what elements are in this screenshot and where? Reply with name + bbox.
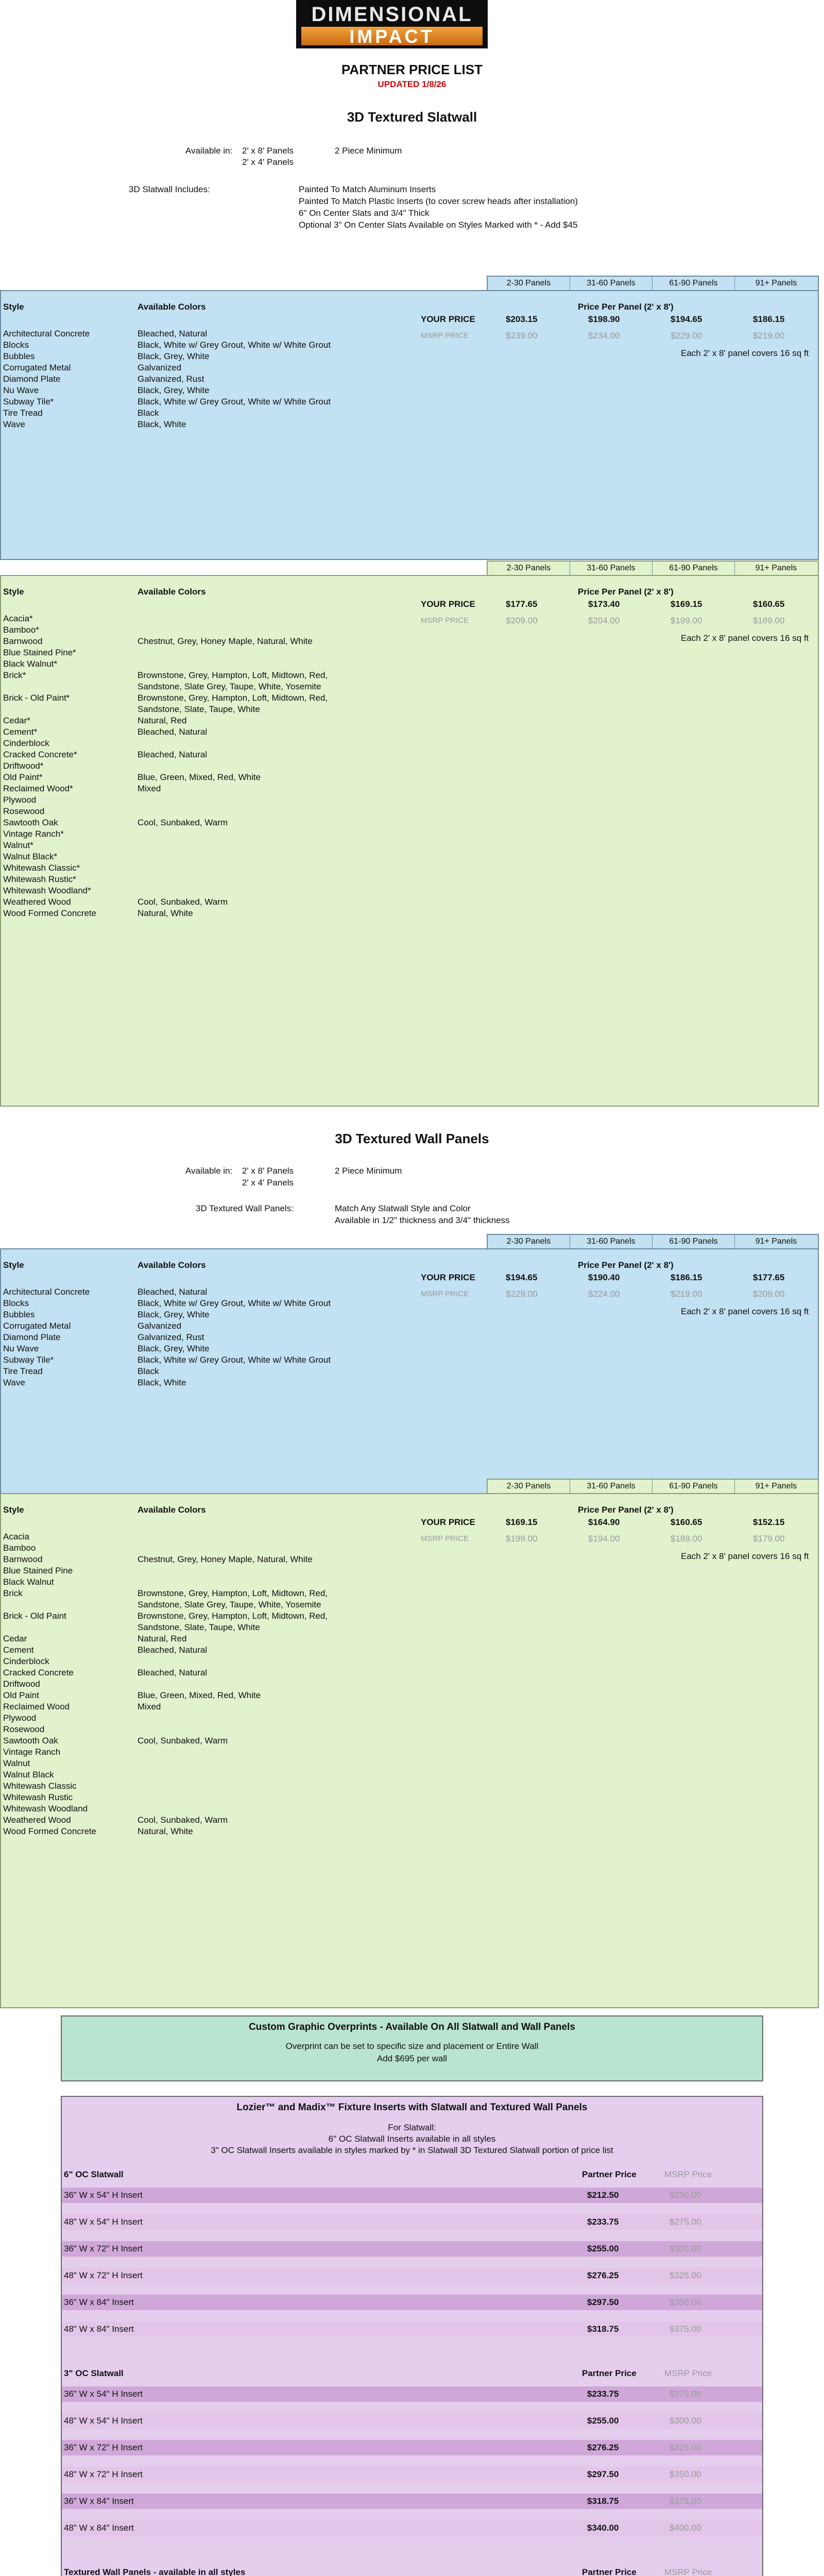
style-name: Reclaimed Wood <box>3 1702 70 1711</box>
updated-date: UPDATED 1/8/26 <box>377 79 447 89</box>
colors-header: Available Colors <box>138 1260 206 1270</box>
slatwall-minimum: 2 Piece Minimum <box>335 146 402 156</box>
tier-2: 31-60 Panels <box>570 562 653 575</box>
style-colors: Black <box>138 1366 159 1376</box>
inserts-box <box>61 2096 763 2576</box>
style-colors: Blue, Green, Mixed, Red, White <box>138 772 261 782</box>
style-header: Style <box>3 1260 24 1270</box>
style-colors: Blue, Green, Mixed, Red, White <box>138 1690 261 1700</box>
style-name: Whitewash Classic <box>3 1781 77 1791</box>
style-header: Style <box>3 302 24 312</box>
style-name: Whitewash Rustic <box>3 1792 73 1802</box>
style-name: Driftwood <box>3 1679 40 1689</box>
style-colors: Brownstone, Grey, Hampton, Loft, Midtown, Red, Sandstone, Slate, Taupe, White <box>138 693 328 714</box>
style-name: Whitewash Classic* <box>3 863 80 873</box>
tableD-panel <box>0 1493 819 2008</box>
slatwall-includes-label: 3D Slatwall Includes: <box>129 184 210 194</box>
style-name: Old Paint <box>3 1690 39 1700</box>
overprint-line-2: Add $695 per wall <box>376 2054 448 2063</box>
style-colors: Cool, Sunbaked, Warm <box>138 818 228 827</box>
style-colors: Mixed <box>138 784 161 793</box>
insert-size: 36" W x 72" H Insert <box>64 2443 143 2452</box>
style-name: Rosewood <box>3 806 45 816</box>
style-name: Subway Tile* <box>3 1355 54 1365</box>
style-colors: Galvanized <box>138 1321 182 1331</box>
tableA-panel <box>0 290 819 560</box>
style-name: Cracked Concrete* <box>3 750 77 759</box>
style-name: Bubbles <box>3 1310 35 1319</box>
insert-msrp-price: $275.00 <box>670 2217 701 2227</box>
style-name: Wave <box>3 419 25 429</box>
style-colors: Galvanized, Rust <box>138 1332 204 1342</box>
tier-1: 2-30 Panels <box>488 1480 570 1493</box>
inserts-line-3: 3" OC Slatwall Inserts available in styles marked by * in Slatwall 3D Textured Slatwall portion of price list <box>211 2145 613 2155</box>
your-price-2: $198.90 <box>588 314 620 324</box>
style-header: Style <box>3 1505 24 1515</box>
style-colors: Cool, Sunbaked, Warm <box>138 897 228 907</box>
tier-2: 31-60 Panels <box>570 1235 653 1248</box>
msrp-price-1: $209.00 <box>506 616 538 625</box>
style-name: Plywood <box>3 795 37 805</box>
tier-4: 91+ Panels <box>755 1237 797 1246</box>
style-colors: Black, Grey, White <box>138 1310 210 1319</box>
slatwall-include-2: Painted To Match Plastic Inserts (to cover screw heads after installation) <box>299 196 578 206</box>
inserts-title: Lozier™ and Madix™ Fixture Inserts with Slatwall and Textured Wall Panels <box>236 2102 588 2113</box>
insert-row <box>62 2467 762 2482</box>
insert-msrp-price: $325.00 <box>670 2443 701 2452</box>
style-colors: Bleached, Natural <box>138 329 208 338</box>
your-price-4: $152.15 <box>753 1517 785 1527</box>
msrp-price-label: MSRP PRICE <box>421 1534 469 1543</box>
your-price-3: $186.15 <box>671 1273 702 1282</box>
style-name: Bubbles <box>3 351 35 361</box>
insert-row <box>62 2295 762 2310</box>
insert-row <box>62 2520 762 2536</box>
colors-header: Available Colors <box>138 302 206 312</box>
style-colors: Bleached, Natural <box>138 727 208 737</box>
tier-2: 31-60 Panels <box>570 1480 653 1493</box>
style-colors: Brownstone, Grey, Hampton, Loft, Midtown, Red, Sandstone, Slate, Taupe, White <box>138 1611 328 1632</box>
msrp-price-4: $179.00 <box>753 1534 785 1544</box>
insert-group-header <box>62 2167 762 2182</box>
tableC-panel <box>0 1248 819 1518</box>
colors-header: Available Colors <box>138 587 206 597</box>
style-name: Cement* <box>3 727 38 737</box>
msrp-price-1: $229.00 <box>506 1289 538 1299</box>
tier-4: 91+ Panels <box>755 279 797 287</box>
coverage-note: Each 2' x 8' panel covers 16 sq ft <box>681 1551 809 1561</box>
style-name: Brick <box>3 1588 23 1598</box>
style-name: Blocks <box>3 1298 29 1308</box>
style-name: Sawtooth Oak <box>3 1736 58 1745</box>
insert-msrp-price: $250.00 <box>670 2190 701 2200</box>
your-price-4: $160.65 <box>753 599 785 609</box>
style-name: Whitewash Woodland <box>3 1804 88 1814</box>
style-name: Nu Wave <box>3 385 39 395</box>
price-per-panel-header: Price Per Panel (2' x 8') <box>578 1505 674 1515</box>
style-name: Whitewash Woodland* <box>3 886 91 895</box>
style-name: Plywood <box>3 1713 37 1723</box>
overprint-box <box>61 2015 763 2081</box>
msrp-price-4: $219.00 <box>753 331 785 341</box>
style-colors: Galvanized, Rust <box>138 374 204 384</box>
style-colors: Black <box>138 408 159 418</box>
msrp-price-label: MSRP PRICE <box>421 331 469 340</box>
insert-row <box>62 2188 762 2203</box>
insert-msrp-price: $350.00 <box>670 2297 701 2307</box>
logo-top-text: DIMENSIONAL <box>311 3 473 26</box>
insert-size: 48" W x 84" Insert <box>64 2324 134 2334</box>
tier-1: 2-30 Panels <box>488 1235 570 1248</box>
your-price-2: $164.90 <box>588 1517 620 1527</box>
style-name: Cinderblock <box>3 1656 49 1666</box>
your-price-1: $177.65 <box>506 599 538 609</box>
msrp-price-header: MSRP Price <box>664 2368 712 2378</box>
price-per-panel-header: Price Per Panel (2' x 8') <box>578 1260 674 1270</box>
insert-partner-price: $212.50 <box>587 2190 619 2200</box>
insert-group-name: Textured Wall Panels - available in all styles <box>64 2567 246 2576</box>
style-colors: Black, Grey, White <box>138 385 210 395</box>
msrp-price-2: $224.00 <box>588 1289 620 1299</box>
msrp-price-header: MSRP Price <box>664 2170 712 2179</box>
insert-size: 48" W x 54" H Insert <box>64 2416 143 2426</box>
style-name: Cement <box>3 1645 34 1655</box>
style-name: Walnut Black <box>3 1770 54 1780</box>
insert-size: 48" W x 72" H Insert <box>64 2469 143 2479</box>
insert-row <box>62 2494 762 2509</box>
wallpanels-title: 3D Textured Wall Panels <box>335 1131 489 1146</box>
tier-3: 61-90 Panels <box>653 1480 735 1493</box>
wallpanels-note-2: Available in 1/2" thickness and 3/4" thickness <box>335 1215 510 1225</box>
style-colors: Bleached, Natural <box>138 750 208 759</box>
style-name: Reclaimed Wood* <box>3 784 73 793</box>
your-price-1: $169.15 <box>506 1517 538 1527</box>
insert-row <box>62 2321 762 2337</box>
style-name: Rosewood <box>3 1724 45 1734</box>
insert-partner-price: $297.50 <box>587 2297 619 2307</box>
tier-1: 2-30 Panels <box>488 562 570 575</box>
your-price-3: $194.65 <box>671 314 702 324</box>
inserts-line-2: 6" OC Slatwall Inserts available in all styles <box>328 2134 496 2144</box>
style-name: Sawtooth Oak <box>3 818 58 827</box>
insert-size: 36" W x 84" Insert <box>64 2297 134 2307</box>
insert-row <box>62 2413 762 2429</box>
partner-price-header: Partner Price <box>582 2368 637 2378</box>
your-price-label: YOUR PRICE <box>421 314 475 324</box>
msrp-price-2: $204.00 <box>588 616 620 625</box>
style-colors: Natural, Red <box>138 1634 187 1643</box>
msrp-price-2: $234.00 <box>588 331 620 341</box>
price-per-panel-header: Price Per Panel (2' x 8') <box>578 302 674 312</box>
style-name: Cedar* <box>3 716 30 725</box>
msrp-price-3: $199.00 <box>671 616 702 625</box>
tier-header <box>487 1479 819 1493</box>
style-colors: Brownstone, Grey, Hampton, Loft, Midtown, Red, Sandstone, Slate Grey, Taupe, White, Yosemite <box>138 670 328 691</box>
style-colors: Brownstone, Grey, Hampton, Loft, Midtown, Red, Sandstone, Slate Grey, Taupe, White, Yosemite <box>138 1588 328 1609</box>
wallpanels-label: 3D Textured Wall Panels: <box>196 1204 294 1213</box>
your-price-2: $173.40 <box>588 599 620 609</box>
slatwall-include-1: Painted To Match Aluminum Inserts <box>299 184 436 194</box>
tier-4: 91+ Panels <box>755 564 797 572</box>
style-colors: Chestnut, Grey, Honey Maple, Natural, White <box>138 636 313 646</box>
wallpanels-note-1: Match Any Slatwall Style and Color <box>335 1204 471 1213</box>
style-name: Black Walnut <box>3 1577 54 1587</box>
style-name: Old Paint* <box>3 772 43 782</box>
partner-price-header: Partner Price <box>582 2567 637 2576</box>
insert-partner-price: $255.00 <box>587 2416 619 2426</box>
style-name: Brick* <box>3 670 26 680</box>
msrp-price-3: $189.00 <box>671 1534 702 1544</box>
wallpanels-available-label: Available in: <box>185 1166 233 1176</box>
page-title: PARTNER PRICE LIST <box>341 62 483 77</box>
company-logo <box>296 0 488 48</box>
msrp-price-2: $194.00 <box>588 1534 620 1544</box>
style-name: Diamond Plate <box>3 1332 61 1342</box>
msrp-price-label: MSRP PRICE <box>421 1290 469 1298</box>
msrp-price-4: $189.00 <box>753 616 785 625</box>
tier-3: 61-90 Panels <box>653 277 735 290</box>
style-header: Style <box>3 587 24 597</box>
your-price-label: YOUR PRICE <box>421 1273 475 1282</box>
insert-partner-price: $276.25 <box>587 2443 619 2452</box>
insert-partner-price: $340.00 <box>587 2523 619 2533</box>
style-name: Black Walnut* <box>3 659 58 669</box>
style-name: Wood Formed Concrete <box>3 908 97 918</box>
your-price-1: $194.65 <box>506 1273 538 1282</box>
insert-msrp-price: $300.00 <box>670 2416 701 2426</box>
style-colors: Bleached, Natural <box>138 1287 208 1297</box>
style-name: Wood Formed Concrete <box>3 1826 97 1836</box>
style-name: Barnwood <box>3 636 43 646</box>
style-name: Blocks <box>3 340 29 350</box>
msrp-price-label: MSRP PRICE <box>421 616 469 625</box>
style-name: Walnut Black* <box>3 852 58 861</box>
slatwall-available-label: Available in: <box>185 146 233 156</box>
your-price-4: $186.15 <box>753 314 785 324</box>
msrp-price-3: $229.00 <box>671 331 702 341</box>
style-colors: Natural, Red <box>138 716 187 725</box>
style-colors: Black, White w/ Grey Grout, White w/ White Grout <box>138 1355 331 1365</box>
insert-partner-price: $297.50 <box>587 2469 619 2479</box>
insert-msrp-price: $350.00 <box>670 2469 701 2479</box>
style-name: Subway Tile* <box>3 397 54 406</box>
style-name: Corrugated Metal <box>3 1321 71 1331</box>
insert-row <box>62 2241 762 2257</box>
msrp-price-header: MSRP Price <box>664 2567 712 2576</box>
msrp-price-3: $219.00 <box>671 1289 702 1299</box>
insert-row <box>62 2214 762 2230</box>
style-name: Weathered Wood <box>3 1815 71 1825</box>
insert-size: 36" W x 54" H Insert <box>64 2190 143 2200</box>
style-name: Corrugated Metal <box>3 363 71 372</box>
tier-header <box>487 561 819 575</box>
insert-row <box>62 2268 762 2283</box>
style-colors: Black, White w/ Grey Grout, White w/ White Grout <box>138 397 331 406</box>
overprint-line-1: Overprint can be set to specific size and placement or Entire Wall <box>285 2041 539 2051</box>
insert-group-name: 6" OC Slatwall <box>64 2170 124 2179</box>
insert-partner-price: $233.75 <box>587 2217 619 2227</box>
coverage-note: Each 2' x 8' panel covers 16 sq ft <box>681 633 809 643</box>
tier-4: 91+ Panels <box>755 1482 797 1490</box>
style-name: Brick - Old Paint <box>3 1611 66 1621</box>
style-colors: Galvanized <box>138 363 182 372</box>
your-price-3: $160.65 <box>671 1517 702 1527</box>
style-name: Bamboo <box>3 1543 36 1553</box>
your-price-2: $190.40 <box>588 1273 620 1282</box>
insert-size: 48" W x 84" Insert <box>64 2523 134 2533</box>
style-name: Tire Tread <box>3 1366 43 1376</box>
logo-bottom-text: IMPACT <box>349 26 435 47</box>
style-name: Tire Tread <box>3 408 43 418</box>
tier-3: 61-90 Panels <box>653 562 735 575</box>
style-colors: Bleached, Natural <box>138 1668 208 1677</box>
insert-partner-price: $318.75 <box>587 2324 619 2334</box>
your-price-label: YOUR PRICE <box>421 599 475 609</box>
style-name: Cinderblock <box>3 738 49 748</box>
style-colors: Cool, Sunbaked, Warm <box>138 1815 228 1825</box>
coverage-note: Each 2' x 8' panel covers 16 sq ft <box>681 1307 809 1316</box>
msrp-price-1: $199.00 <box>506 1534 538 1544</box>
style-colors: Black, White <box>138 419 186 429</box>
tier-header <box>487 1234 819 1248</box>
style-name: Cedar <box>3 1634 27 1643</box>
style-name: Blue Stained Pine* <box>3 648 76 657</box>
style-name: Acacia <box>3 1532 30 1541</box>
colors-header: Available Colors <box>138 1505 206 1515</box>
your-price-3: $169.15 <box>671 599 702 609</box>
insert-size: 48" W x 72" H Insert <box>64 2270 143 2280</box>
wallpanels-size-2: 2' x 4' Panels <box>242 1178 294 1188</box>
style-colors: Bleached, Natural <box>138 1645 208 1655</box>
style-name: Vintage Ranch* <box>3 829 64 839</box>
insert-row <box>62 2386 762 2402</box>
insert-group-name: 3" OC Slatwall <box>64 2368 124 2378</box>
style-colors: Mixed <box>138 1702 161 1711</box>
slatwall-title: 3D Textured Slatwall <box>347 109 477 125</box>
insert-partner-price: $276.25 <box>587 2270 619 2280</box>
tier-1: 2-30 Panels <box>488 277 570 290</box>
insert-group-header <box>62 2366 762 2381</box>
style-name: Walnut* <box>3 840 33 850</box>
insert-msrp-price: $300.00 <box>670 2244 701 2253</box>
your-price-4: $177.65 <box>753 1273 785 1282</box>
slatwall-include-3: 6" On Center Slats and 3/4" Thick <box>299 208 430 218</box>
inserts-line-1: For Slatwall: <box>388 2123 436 2132</box>
style-colors: Cool, Sunbaked, Warm <box>138 1736 228 1745</box>
tier-2: 31-60 Panels <box>570 277 653 290</box>
tableB-panel <box>0 575 819 1107</box>
style-colors: Black, White w/ Grey Grout, White w/ White Grout <box>138 340 331 350</box>
style-name: Nu Wave <box>3 1344 39 1353</box>
insert-msrp-price: $375.00 <box>670 2324 701 2334</box>
insert-msrp-price: $375.00 <box>670 2496 701 2506</box>
msrp-price-1: $239.00 <box>506 331 538 341</box>
insert-size: 36" W x 84" Insert <box>64 2496 134 2506</box>
insert-row <box>62 2440 762 2455</box>
insert-msrp-price: $325.00 <box>670 2270 701 2280</box>
slatwall-size-1: 2' x 8' Panels <box>242 146 294 156</box>
style-name: Barnwood <box>3 1554 43 1564</box>
style-colors: Natural, White <box>138 1826 193 1836</box>
style-name: Architectural Concrete <box>3 329 90 338</box>
insert-partner-price: $255.00 <box>587 2244 619 2253</box>
style-colors: Black, White <box>138 1378 186 1387</box>
style-name: Brick - Old Paint* <box>3 693 70 703</box>
coverage-note: Each 2' x 8' panel covers 16 sq ft <box>681 348 809 358</box>
style-colors: Black, Grey, White <box>138 1344 210 1353</box>
style-colors: Natural, White <box>138 908 193 918</box>
style-name: Cracked Concrete <box>3 1668 74 1677</box>
your-price-1: $203.15 <box>506 314 538 324</box>
msrp-price-4: $209.00 <box>753 1289 785 1299</box>
slatwall-size-2: 2' x 4' Panels <box>242 157 294 167</box>
style-name: Blue Stained Pine <box>3 1566 73 1575</box>
style-name: Driftwood* <box>3 761 44 771</box>
slatwall-include-4: Optional 3" On Center Slats Available on Styles Marked with * - Add $45 <box>299 220 578 230</box>
insert-size: 36" W x 54" H Insert <box>64 2389 143 2399</box>
tier-3: 61-90 Panels <box>653 1235 735 1248</box>
partner-price-header: Partner Price <box>582 2170 637 2179</box>
insert-msrp-price: $400.00 <box>670 2523 701 2533</box>
style-name: Vintage Ranch <box>3 1747 61 1757</box>
style-name: Diamond Plate <box>3 374 61 384</box>
your-price-label: YOUR PRICE <box>421 1517 475 1527</box>
insert-size: 36" W x 72" H Insert <box>64 2244 143 2253</box>
insert-size: 48" W x 54" H Insert <box>64 2217 143 2227</box>
style-colors: Black, White w/ Grey Grout, White w/ White Grout <box>138 1298 331 1308</box>
overprint-title: Custom Graphic Overprints - Available On All Slatwall and Wall Panels <box>249 2022 575 2032</box>
price-per-panel-header: Price Per Panel (2' x 8') <box>578 587 674 597</box>
insert-group-header <box>62 2565 762 2576</box>
wallpanels-minimum: 2 Piece Minimum <box>335 1166 402 1176</box>
style-name: Bamboo* <box>3 625 39 635</box>
style-name: Walnut <box>3 1758 30 1768</box>
style-name: Whitewash Rustic* <box>3 874 76 884</box>
wallpanels-size-1: 2' x 8' Panels <box>242 1166 294 1176</box>
style-colors: Black, Grey, White <box>138 351 210 361</box>
style-name: Wave <box>3 1378 25 1387</box>
insert-partner-price: $233.75 <box>587 2389 619 2399</box>
style-name: Weathered Wood <box>3 897 71 907</box>
style-name: Architectural Concrete <box>3 1287 90 1297</box>
insert-msrp-price: $275.00 <box>670 2389 701 2399</box>
insert-partner-price: $318.75 <box>587 2496 619 2506</box>
style-name: Acacia* <box>3 614 33 623</box>
tier-header <box>487 276 819 290</box>
style-colors: Chestnut, Grey, Honey Maple, Natural, White <box>138 1554 313 1564</box>
